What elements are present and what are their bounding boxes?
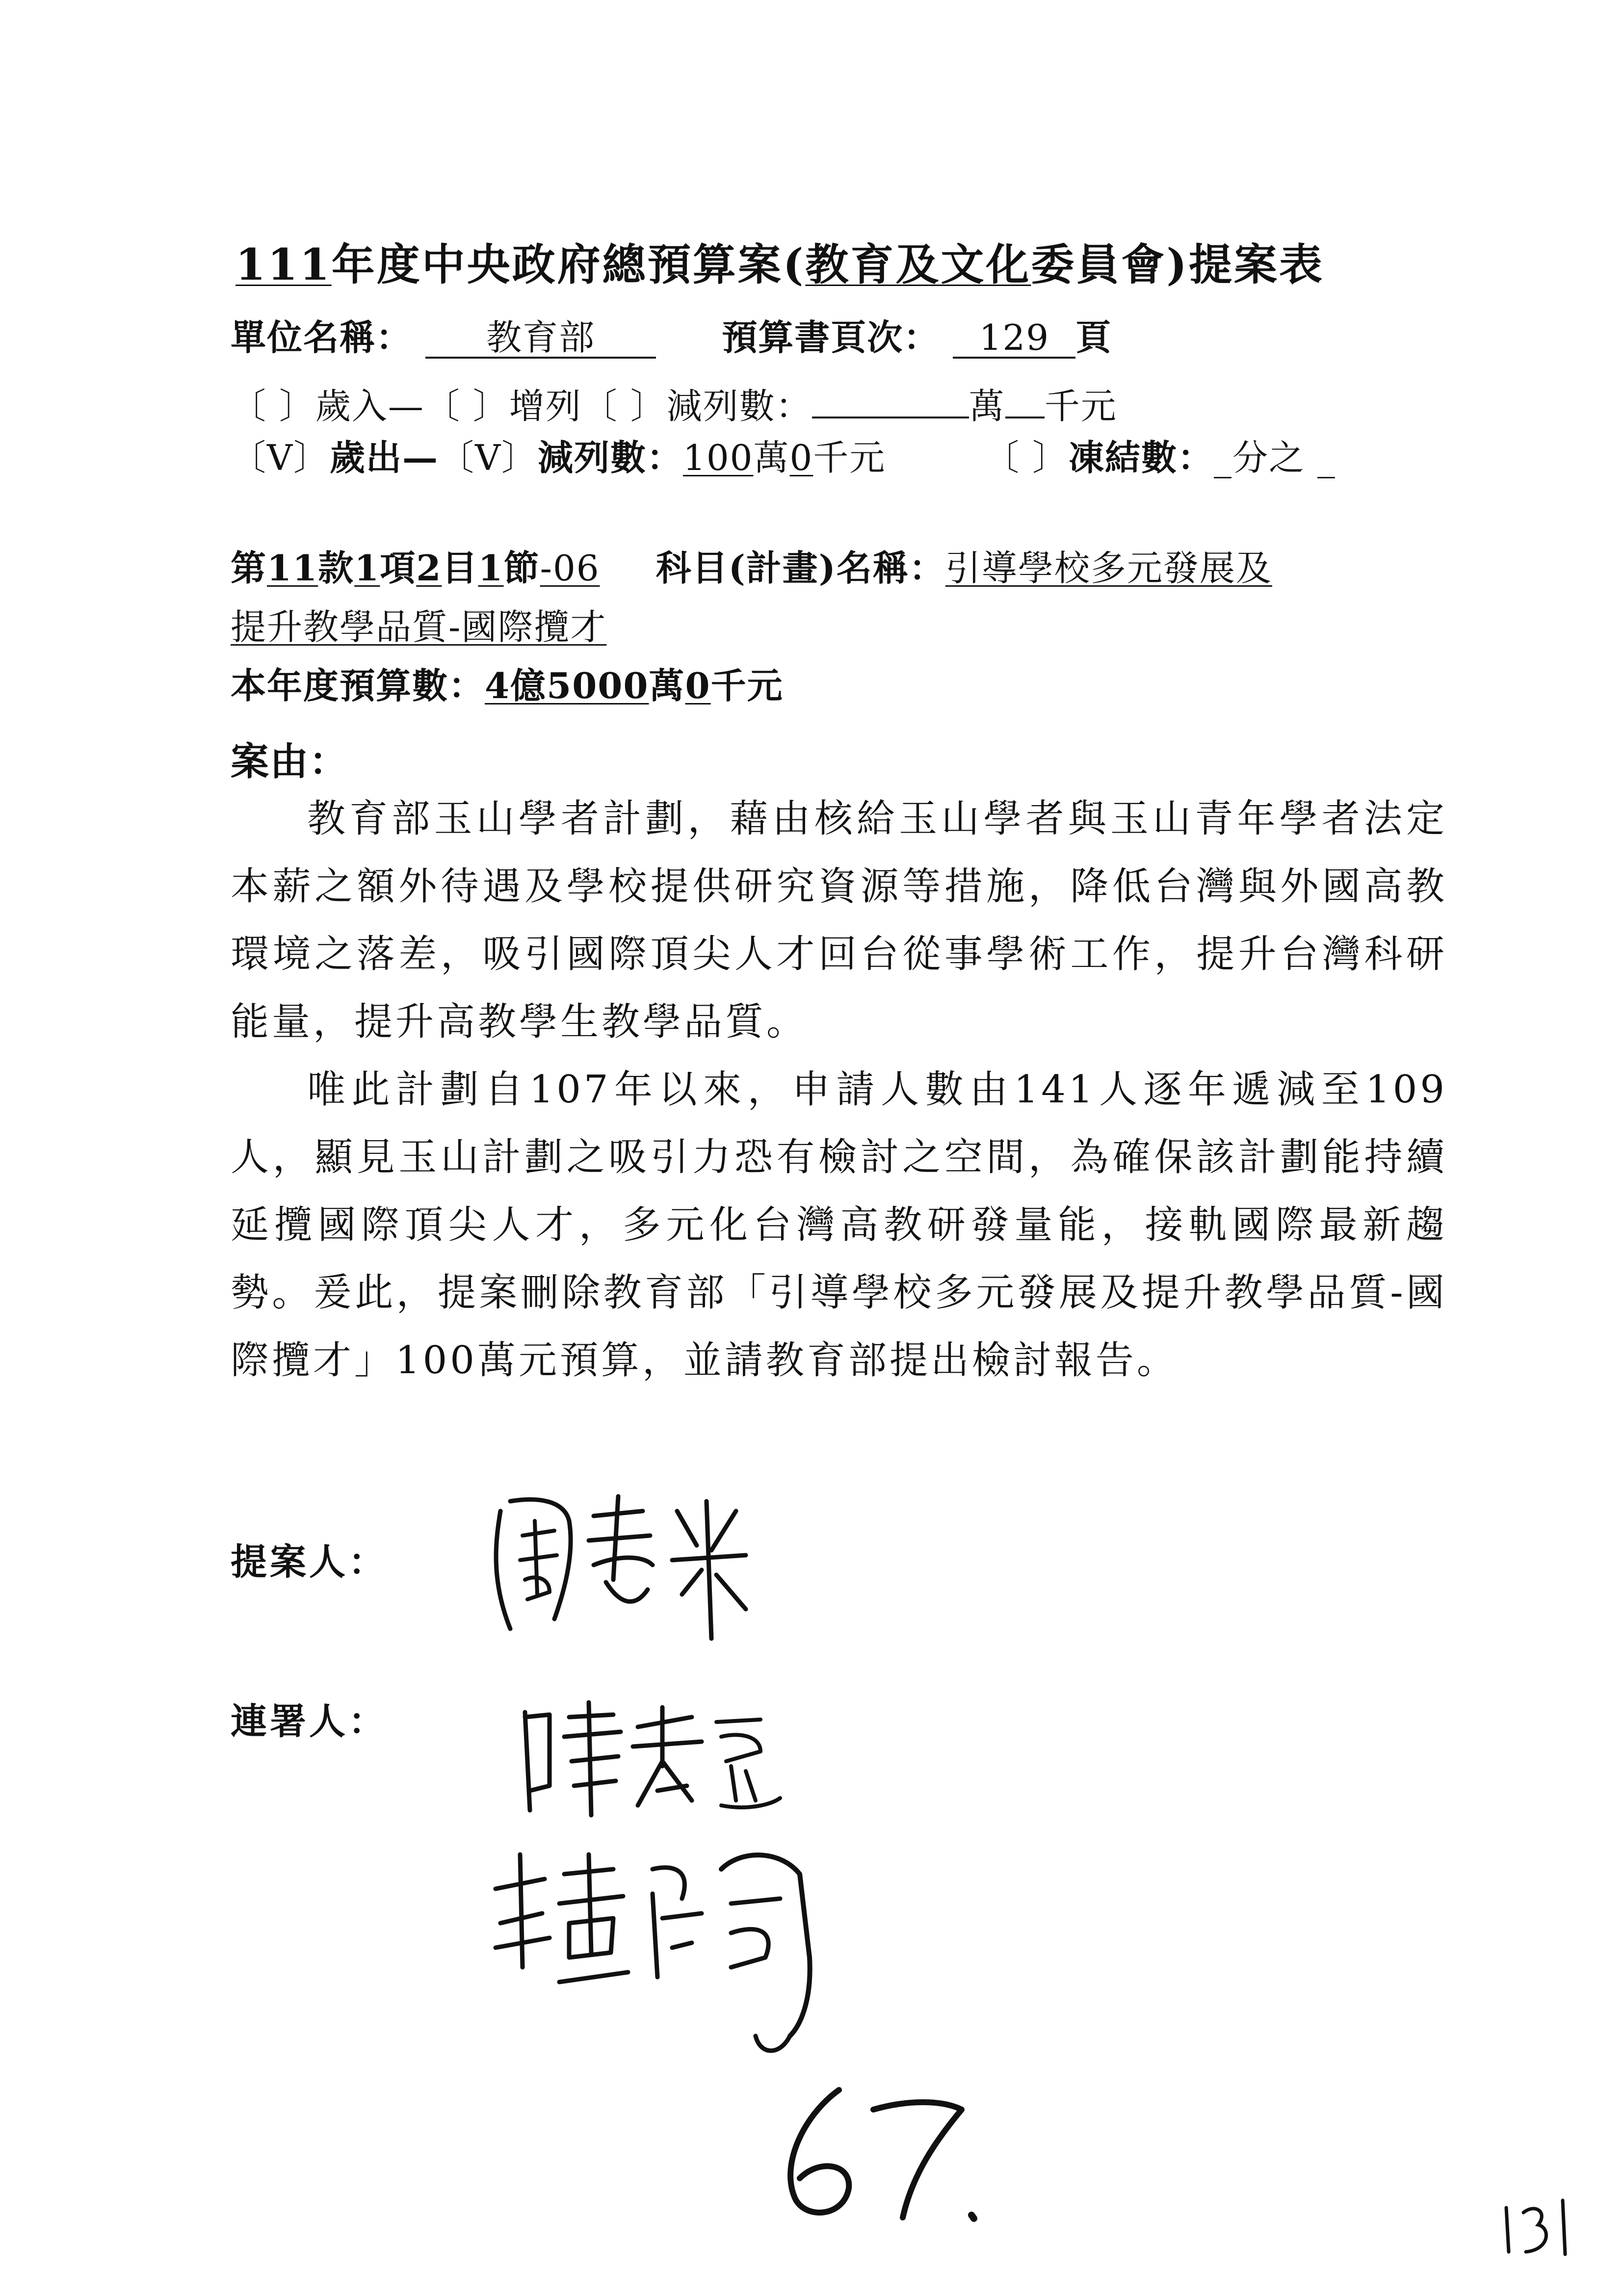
- freeze-check: 〔 〕: [984, 437, 1069, 478]
- item-name-row-2: [231, 599, 606, 650]
- page-number-text: 131: [1496, 2262, 1504, 2267]
- unit-value: 教育部: [425, 319, 656, 359]
- kuan-suffix: 款: [318, 547, 355, 589]
- kuan-label: 第: [231, 547, 267, 589]
- reduce-thousand: 0: [789, 437, 813, 478]
- xiang-value: 1: [354, 547, 380, 589]
- item-code: -06: [540, 548, 600, 589]
- reason-label: 案由：: [231, 739, 349, 784]
- reason-paragraph-1: 教育部玉山學者計劃，藉由核給玉山學者與玉山青年學者法定本薪之額外待遇及學校提供研究資源等措施，降低台灣與外國高教環境之落差，吸引國際頂尖人才回台從事學術工作，提升台灣科研能量，提升高教學生教學品質。: [231, 797, 1447, 1044]
- jie-value: 1: [478, 547, 504, 589]
- mu-suffix: 目: [442, 547, 478, 589]
- revenue-amount-blank: [812, 417, 969, 418]
- revenue-wan: 萬: [969, 386, 1005, 427]
- kuan-value: 11: [267, 547, 318, 589]
- page-title: [236, 231, 1413, 292]
- budget-thousand: 0: [685, 665, 711, 706]
- xiang-suffix: 項: [380, 547, 417, 589]
- page-label: 預算書頁次：: [722, 316, 940, 358]
- budget-label: 本年度預算數：: [231, 665, 485, 706]
- revenue-text: 〔 〕歲入—〔 〕增列〔 〕減列數：: [231, 386, 812, 427]
- cosigner-signature-1: [515, 1688, 790, 1825]
- item-name-line2: 提升教學品質-國際攬才: [231, 606, 607, 648]
- expenditure-row: [231, 429, 1336, 480]
- page-number: [1496, 2193, 1575, 2267]
- budget-wan: 萬: [649, 665, 685, 706]
- cosigner-signature-2: [486, 1840, 859, 2065]
- cosigner-label: 連署人：: [231, 1700, 388, 1743]
- revenue-row: [231, 378, 1117, 429]
- freeze-label: 凍結數：: [1068, 437, 1214, 478]
- proposer-signature: [481, 1482, 756, 1648]
- title-text-b: 委員會)提案表: [1031, 239, 1324, 290]
- title-year: 111: [236, 239, 332, 290]
- title-committee: 教育及文化: [805, 239, 1031, 290]
- page-suffix: 頁: [1075, 316, 1112, 358]
- title-text-a: 年度中央政府總預算案(: [331, 239, 806, 290]
- budget-row: [231, 657, 784, 708]
- expenditure-label: 歲出—: [330, 437, 439, 478]
- reduce-check: 〔V〕: [439, 437, 538, 478]
- unit-label: 單位名稱：: [231, 316, 413, 358]
- unit-row: [231, 309, 1112, 360]
- item-name-line1: 引導學校多元發展及: [945, 548, 1272, 589]
- handwritten-number: [765, 2075, 996, 2227]
- budget-amount: 4億5000: [485, 665, 649, 706]
- jie-suffix: 節: [503, 547, 540, 589]
- reduce-wan: 萬: [753, 437, 790, 478]
- proposer-label: 提案人：: [231, 1541, 388, 1583]
- page-value: 129: [953, 319, 1075, 359]
- reduce-unit: 千元: [813, 437, 886, 478]
- freeze-value: _分之 _: [1214, 437, 1336, 478]
- reduce-label: 減列數：: [538, 437, 683, 478]
- expenditure-check: 〔V〕: [231, 437, 330, 478]
- item-name-label: 科目(計畫)名稱：: [655, 547, 945, 589]
- handwritten-number-text: 67.: [981, 2218, 989, 2224]
- reason-paragraph-2: 唯此計劃自107年以來，申請人數由141人逐年遞減至109人，顯見玉山計劃之吸引力恐有檢討之空間，為確保該計劃能持續延攬國際頂尖人才，多元化台灣高教研發量能，接軌國際最新趨勢。爰此，提案刪除教育部「引導學校多元發展及提升教學品質-國際攬才」100萬元預算，並請教育部提出檢討報告。: [231, 1068, 1447, 1383]
- revenue-thousand-blank: [1005, 417, 1045, 418]
- mu-value: 2: [416, 547, 442, 589]
- item-row: [231, 540, 1272, 591]
- reduce-amount: 100: [683, 437, 754, 478]
- revenue-unit: 千元: [1044, 386, 1117, 427]
- budget-unit: 千元: [710, 665, 784, 706]
